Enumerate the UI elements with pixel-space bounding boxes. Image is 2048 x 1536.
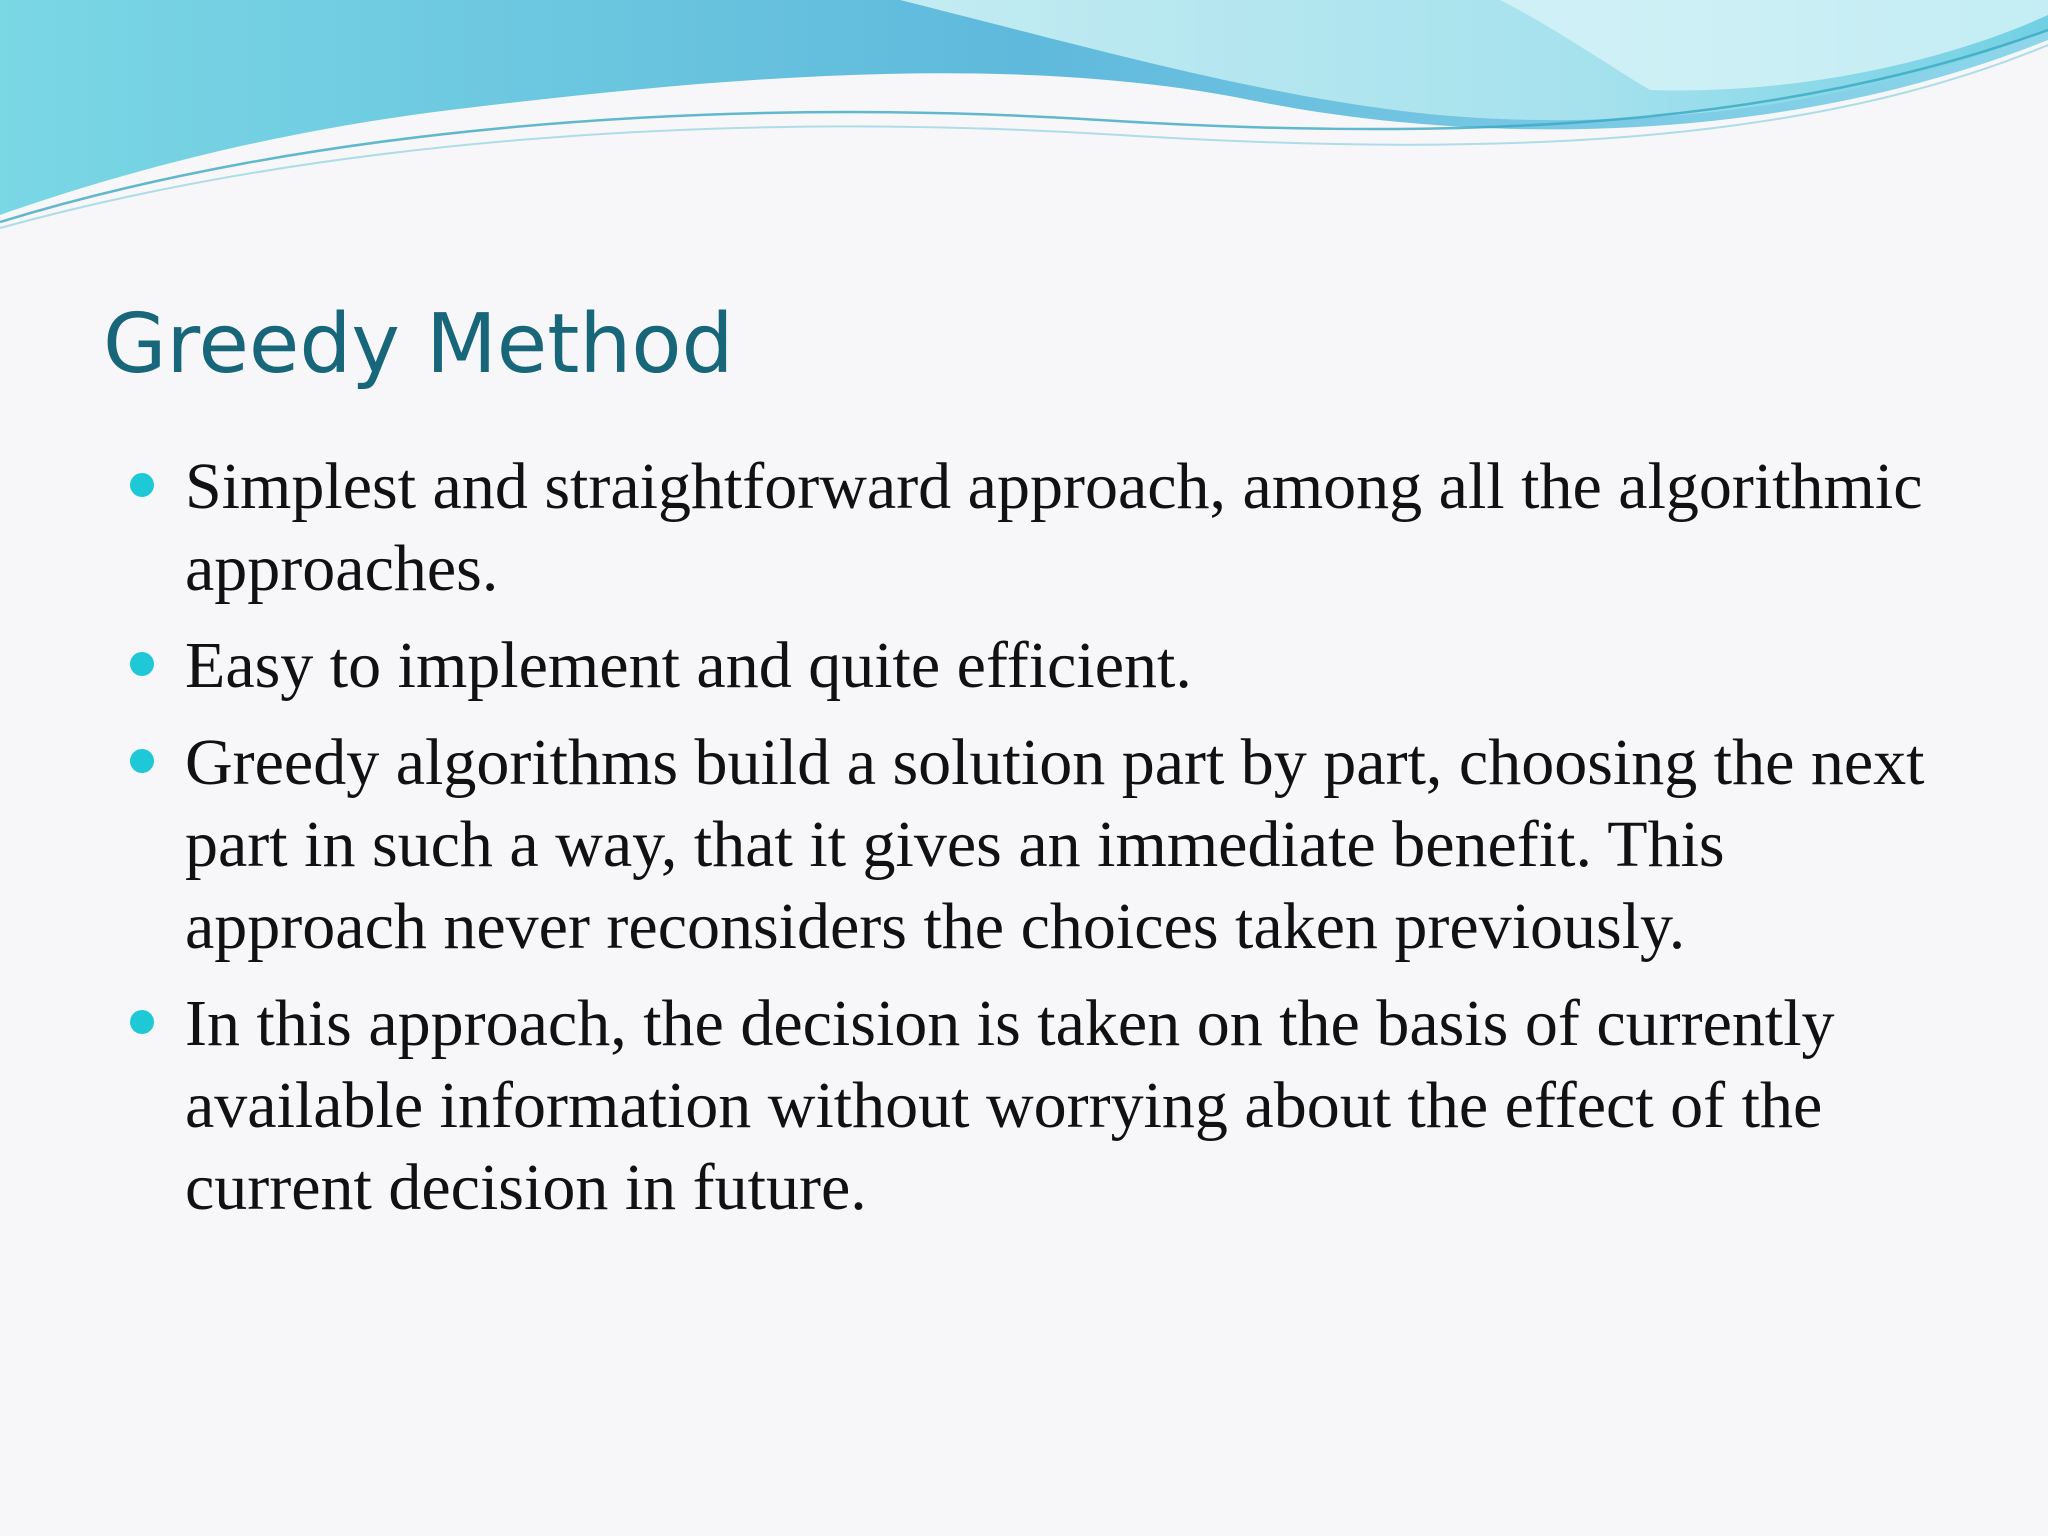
bullet-list bbox=[130, 446, 1960, 1244]
bullet-item bbox=[130, 625, 1960, 707]
bullet-text: In this approach, the decision is taken on the basis of currently available information without worrying about the effect of the current decision in future. bbox=[185, 987, 1835, 1224]
header-wave-decoration bbox=[0, 0, 2048, 240]
bullet-text: Greedy algorithms build a solution part by part, choosing the next part in such a way, that it gives an immediate benefit. This approach never reconsiders the choices taken previously. bbox=[185, 726, 1925, 963]
slide-title: Greedy Method bbox=[103, 297, 734, 392]
bullet-dot-icon bbox=[130, 652, 154, 676]
bullet-text: Simplest and straightforward approach, among all the algorithmic approaches. bbox=[185, 450, 1923, 605]
bullet-item bbox=[130, 446, 1960, 610]
bullet-dot-icon bbox=[130, 749, 154, 773]
bullet-text: Easy to implement and quite efficient. bbox=[185, 629, 1192, 702]
bullet-dot-icon bbox=[130, 1010, 154, 1034]
bullet-item bbox=[130, 722, 1960, 968]
bullet-dot-icon bbox=[130, 473, 154, 497]
bullet-item bbox=[130, 983, 1960, 1229]
